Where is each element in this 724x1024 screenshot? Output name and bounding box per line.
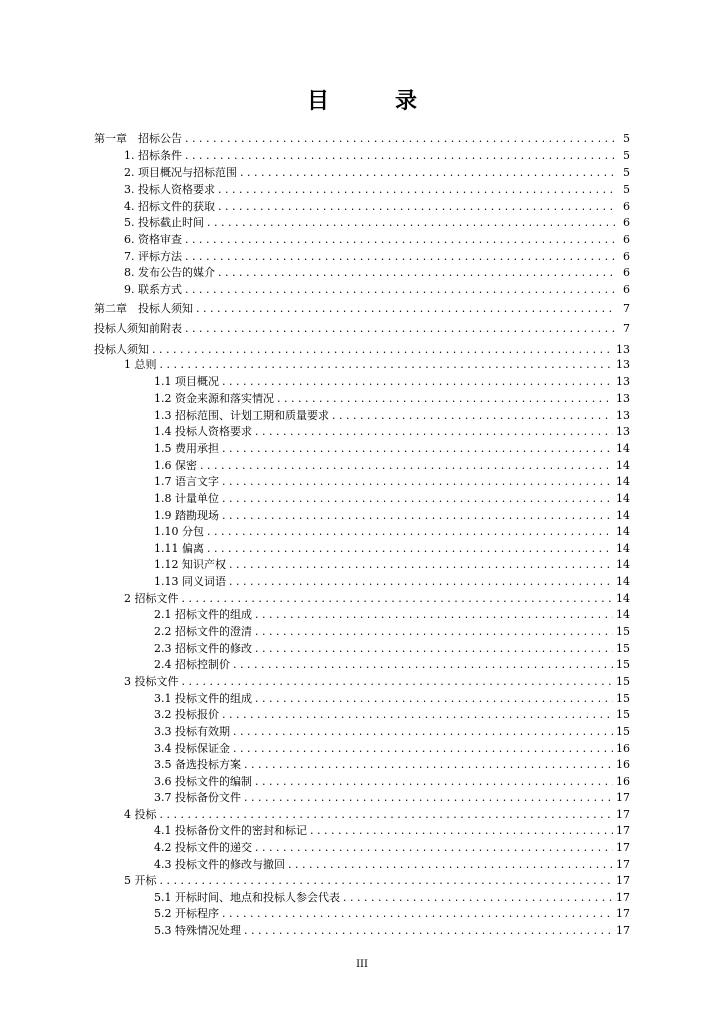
toc-title: 目 录 bbox=[306, 89, 439, 114]
toc-entry bbox=[154, 823, 630, 839]
toc-entry-label: 第二章 投标人须知 bbox=[94, 302, 193, 315]
toc-entry-label: 3.2 投标报价 bbox=[154, 708, 219, 721]
dot-leader bbox=[222, 491, 613, 507]
dot-leader bbox=[277, 391, 613, 407]
toc-entry-page: 14 bbox=[616, 475, 630, 488]
toc-entry-label: 1.2 资金来源和落实情况 bbox=[154, 392, 274, 405]
page-number: III bbox=[356, 959, 368, 970]
toc-entry-label: 1.4 投标人资格要求 bbox=[154, 425, 252, 438]
dot-leader bbox=[244, 923, 613, 939]
toc-entry-page: 15 bbox=[616, 658, 630, 671]
toc-entry-page: 5 bbox=[623, 149, 630, 162]
toc-entry-label: 2.1 招标文件的组成 bbox=[154, 608, 252, 621]
toc-entry-page: 5 bbox=[623, 183, 630, 196]
toc-entry bbox=[154, 424, 630, 440]
toc-entry bbox=[154, 374, 630, 390]
toc-entry-page: 17 bbox=[616, 808, 630, 821]
dot-leader bbox=[332, 408, 613, 424]
toc-entry-page: 13 bbox=[616, 343, 630, 356]
toc-entry-label: 5. 投标截止时间 bbox=[124, 216, 204, 229]
toc-entry-label: 3.1 投标文件的组成 bbox=[154, 692, 252, 705]
dot-leader bbox=[222, 508, 613, 524]
dot-leader bbox=[255, 624, 613, 640]
dot-leader bbox=[182, 591, 614, 607]
toc-entry bbox=[154, 441, 630, 457]
dot-leader bbox=[185, 232, 615, 248]
toc-entry bbox=[154, 541, 630, 557]
dot-leader bbox=[233, 657, 613, 673]
dot-leader bbox=[343, 890, 613, 906]
toc-entry bbox=[124, 249, 630, 265]
dot-leader bbox=[255, 840, 613, 856]
toc-entry-page: 17 bbox=[616, 824, 630, 837]
toc-entry bbox=[154, 574, 630, 590]
dot-leader bbox=[222, 906, 613, 922]
toc-entry-label: 4. 招标文件的获取 bbox=[124, 200, 215, 213]
toc-entry-label: 1.9 踏勘现场 bbox=[154, 509, 219, 522]
toc-entry bbox=[154, 707, 630, 723]
toc-entry-label: 5.2 开标程序 bbox=[154, 907, 219, 920]
toc-entry bbox=[94, 321, 630, 337]
toc-entry-page: 17 bbox=[616, 924, 630, 937]
toc-entry bbox=[154, 458, 630, 474]
toc-entry-page: 7 bbox=[623, 302, 630, 315]
toc-entry-label: 1.8 计量单位 bbox=[154, 492, 219, 505]
toc-entry bbox=[124, 215, 630, 231]
dot-leader bbox=[218, 265, 615, 281]
toc-entry bbox=[154, 474, 630, 490]
dot-leader bbox=[240, 165, 615, 181]
toc-entry bbox=[154, 691, 630, 707]
toc-entry-page: 16 bbox=[616, 742, 630, 755]
toc-entry-page: 6 bbox=[623, 233, 630, 246]
toc-entry-label: 4 投标 bbox=[124, 808, 157, 821]
dot-leader bbox=[255, 641, 613, 657]
toc-entry-page: 14 bbox=[616, 592, 630, 605]
dot-leader bbox=[160, 807, 614, 823]
toc-entry bbox=[124, 357, 630, 373]
dot-leader bbox=[185, 148, 615, 164]
toc-entry-label: 1.7 语言文字 bbox=[154, 475, 219, 488]
toc-entry bbox=[124, 873, 630, 889]
dot-leader bbox=[255, 424, 613, 440]
toc-entry bbox=[94, 131, 630, 147]
toc-entry bbox=[94, 342, 630, 358]
toc-entry-page: 14 bbox=[616, 542, 630, 555]
dot-leader bbox=[207, 524, 613, 540]
toc-entry-label: 1 总则 bbox=[124, 358, 157, 371]
toc-entry bbox=[154, 624, 630, 640]
toc-entry-label: 第一章 招标公告 bbox=[94, 132, 182, 145]
toc-entry-page: 14 bbox=[616, 575, 630, 588]
toc-entry bbox=[154, 741, 630, 757]
toc-entry bbox=[154, 657, 630, 673]
toc-entry-label: 3.4 投标保证金 bbox=[154, 742, 230, 755]
toc-entry-label: 1.10 分包 bbox=[154, 525, 204, 538]
dot-leader bbox=[288, 857, 613, 873]
dot-leader bbox=[185, 249, 615, 265]
dot-leader bbox=[200, 458, 613, 474]
dot-leader bbox=[196, 301, 615, 317]
toc-entry-page: 13 bbox=[616, 409, 630, 422]
toc-entry-label: 3.3 投标有效期 bbox=[154, 725, 230, 738]
toc-entry-label: 4.3 投标文件的修改与撤回 bbox=[154, 858, 285, 871]
dot-leader bbox=[255, 774, 613, 790]
toc-entry-page: 16 bbox=[616, 758, 630, 771]
toc-entry-page: 7 bbox=[623, 322, 630, 335]
dot-leader bbox=[182, 674, 614, 690]
toc-entry-page: 6 bbox=[623, 266, 630, 279]
toc-entry-label: 1. 招标条件 bbox=[124, 149, 182, 162]
toc-entry-page: 14 bbox=[616, 525, 630, 538]
toc-entry-page: 15 bbox=[616, 692, 630, 705]
toc-entry-page: 6 bbox=[623, 283, 630, 296]
dot-leader bbox=[310, 823, 613, 839]
toc-entry bbox=[154, 857, 630, 873]
toc-entry-page: 17 bbox=[616, 907, 630, 920]
toc-entry bbox=[154, 890, 630, 906]
toc-entry bbox=[124, 807, 630, 823]
toc-entry-label: 2.3 招标文件的修改 bbox=[154, 642, 252, 655]
toc-entry-label: 1.11 偏离 bbox=[154, 542, 204, 555]
dot-leader bbox=[229, 557, 613, 573]
toc-entry bbox=[154, 757, 630, 773]
toc-entry-label: 2 招标文件 bbox=[124, 592, 179, 605]
toc-entry-page: 17 bbox=[616, 891, 630, 904]
toc-entry-page: 13 bbox=[616, 425, 630, 438]
toc-entry-label: 1.1 项目概况 bbox=[154, 375, 219, 388]
dot-leader bbox=[222, 474, 613, 490]
toc-entry-page: 15 bbox=[616, 725, 630, 738]
toc-entry-page: 15 bbox=[616, 675, 630, 688]
toc-entry bbox=[154, 724, 630, 740]
toc-entry-page: 14 bbox=[616, 509, 630, 522]
dot-leader bbox=[160, 357, 614, 373]
toc-entry bbox=[154, 790, 630, 806]
toc-entry-page: 14 bbox=[616, 459, 630, 472]
dot-leader bbox=[255, 607, 613, 623]
toc-entry-label: 5.1 开标时间、地点和投标人参会代表 bbox=[154, 891, 340, 904]
toc-entry bbox=[124, 282, 630, 298]
dot-leader bbox=[244, 790, 613, 806]
toc-entry-label: 9. 联系方式 bbox=[124, 283, 182, 296]
toc-entry-page: 14 bbox=[616, 442, 630, 455]
toc-entry-label: 7. 评标方法 bbox=[124, 250, 182, 263]
toc-entry-label: 3.6 投标文件的编制 bbox=[154, 775, 252, 788]
toc-entry-page: 14 bbox=[616, 558, 630, 571]
toc-entry-label: 4.1 投标备份文件的密封和标记 bbox=[154, 824, 307, 837]
toc-entry-label: 3.5 备选投标方案 bbox=[154, 758, 241, 771]
dot-leader bbox=[222, 441, 613, 457]
toc-entry bbox=[94, 301, 630, 317]
toc-entry-page: 5 bbox=[623, 132, 630, 145]
toc-entry-page: 17 bbox=[616, 858, 630, 871]
toc-entry bbox=[154, 524, 630, 540]
toc-entry-label: 2.2 招标文件的澄清 bbox=[154, 625, 252, 638]
dot-leader bbox=[255, 691, 613, 707]
toc-entry-label: 1.12 知识产权 bbox=[154, 558, 226, 571]
toc-entry bbox=[154, 408, 630, 424]
toc-entry-label: 8. 发布公告的媒介 bbox=[124, 266, 215, 279]
toc-entry-page: 6 bbox=[623, 216, 630, 229]
toc-entry bbox=[124, 232, 630, 248]
toc-entry-label: 1.5 费用承担 bbox=[154, 442, 219, 455]
toc-entry bbox=[124, 182, 630, 198]
dot-leader bbox=[207, 541, 613, 557]
dot-leader bbox=[207, 215, 615, 231]
toc-entry-page: 17 bbox=[616, 791, 630, 804]
toc-entry-page: 6 bbox=[623, 200, 630, 213]
toc-entry bbox=[124, 265, 630, 281]
toc-entry bbox=[154, 491, 630, 507]
dot-leader bbox=[222, 707, 613, 723]
toc-entry bbox=[124, 148, 630, 164]
toc-entry bbox=[154, 641, 630, 657]
dot-leader bbox=[185, 321, 615, 337]
toc-entry-page: 13 bbox=[616, 375, 630, 388]
toc-entry-page: 17 bbox=[616, 841, 630, 854]
dot-leader bbox=[152, 342, 613, 358]
dot-leader bbox=[160, 873, 614, 889]
toc-entry-label: 3. 投标人资格要求 bbox=[124, 183, 215, 196]
toc-entry-page: 16 bbox=[616, 775, 630, 788]
dot-leader bbox=[233, 741, 613, 757]
dot-leader bbox=[218, 182, 615, 198]
toc-entry bbox=[154, 391, 630, 407]
toc-entry-page: 15 bbox=[616, 642, 630, 655]
toc-entry-label: 3 投标文件 bbox=[124, 675, 179, 688]
toc-entry-label: 1.3 招标范围、计划工期和质量要求 bbox=[154, 409, 329, 422]
toc-entry bbox=[154, 557, 630, 573]
toc-entry-page: 13 bbox=[616, 358, 630, 371]
toc-entry-page: 14 bbox=[616, 608, 630, 621]
dot-leader bbox=[233, 724, 613, 740]
toc-entry-label: 4.2 投标文件的递交 bbox=[154, 841, 252, 854]
dot-leader bbox=[185, 131, 615, 147]
toc-entry-label: 投标人须知前附表 bbox=[94, 322, 182, 335]
toc-entry bbox=[154, 923, 630, 939]
toc-entry-label: 1.13 同义词语 bbox=[154, 575, 226, 588]
dot-leader bbox=[222, 374, 613, 390]
toc-entry bbox=[154, 508, 630, 524]
dot-leader bbox=[185, 282, 615, 298]
toc-entry bbox=[154, 774, 630, 790]
toc-entry-label: 投标人须知 bbox=[94, 343, 149, 356]
toc-entry bbox=[154, 840, 630, 856]
toc-entry-page: 17 bbox=[616, 874, 630, 887]
toc-entry-page: 6 bbox=[623, 250, 630, 263]
toc-entry bbox=[124, 591, 630, 607]
dot-leader bbox=[229, 574, 613, 590]
toc-entry-page: 15 bbox=[616, 708, 630, 721]
toc-entry-label: 1.6 保密 bbox=[154, 459, 197, 472]
toc-entry-label: 5.3 特殊情况处理 bbox=[154, 924, 241, 937]
toc-entry bbox=[124, 199, 630, 215]
toc-entry bbox=[154, 906, 630, 922]
toc-entry-label: 3.7 投标备份文件 bbox=[154, 791, 241, 804]
toc-entry bbox=[124, 165, 630, 181]
toc-entry-label: 2.4 招标控制价 bbox=[154, 658, 230, 671]
toc-entry bbox=[154, 607, 630, 623]
toc-entry-label: 5 开标 bbox=[124, 874, 157, 887]
toc-entry-page: 15 bbox=[616, 625, 630, 638]
toc-entry bbox=[124, 674, 630, 690]
toc-entry-label: 6. 资格审查 bbox=[124, 233, 182, 246]
toc-entry-page: 5 bbox=[623, 166, 630, 179]
dot-leader bbox=[244, 757, 613, 773]
toc-entry-page: 13 bbox=[616, 392, 630, 405]
toc-entry-label: 2. 项目概况与招标范围 bbox=[124, 166, 237, 179]
toc-entry-page: 14 bbox=[616, 492, 630, 505]
dot-leader bbox=[218, 199, 615, 215]
